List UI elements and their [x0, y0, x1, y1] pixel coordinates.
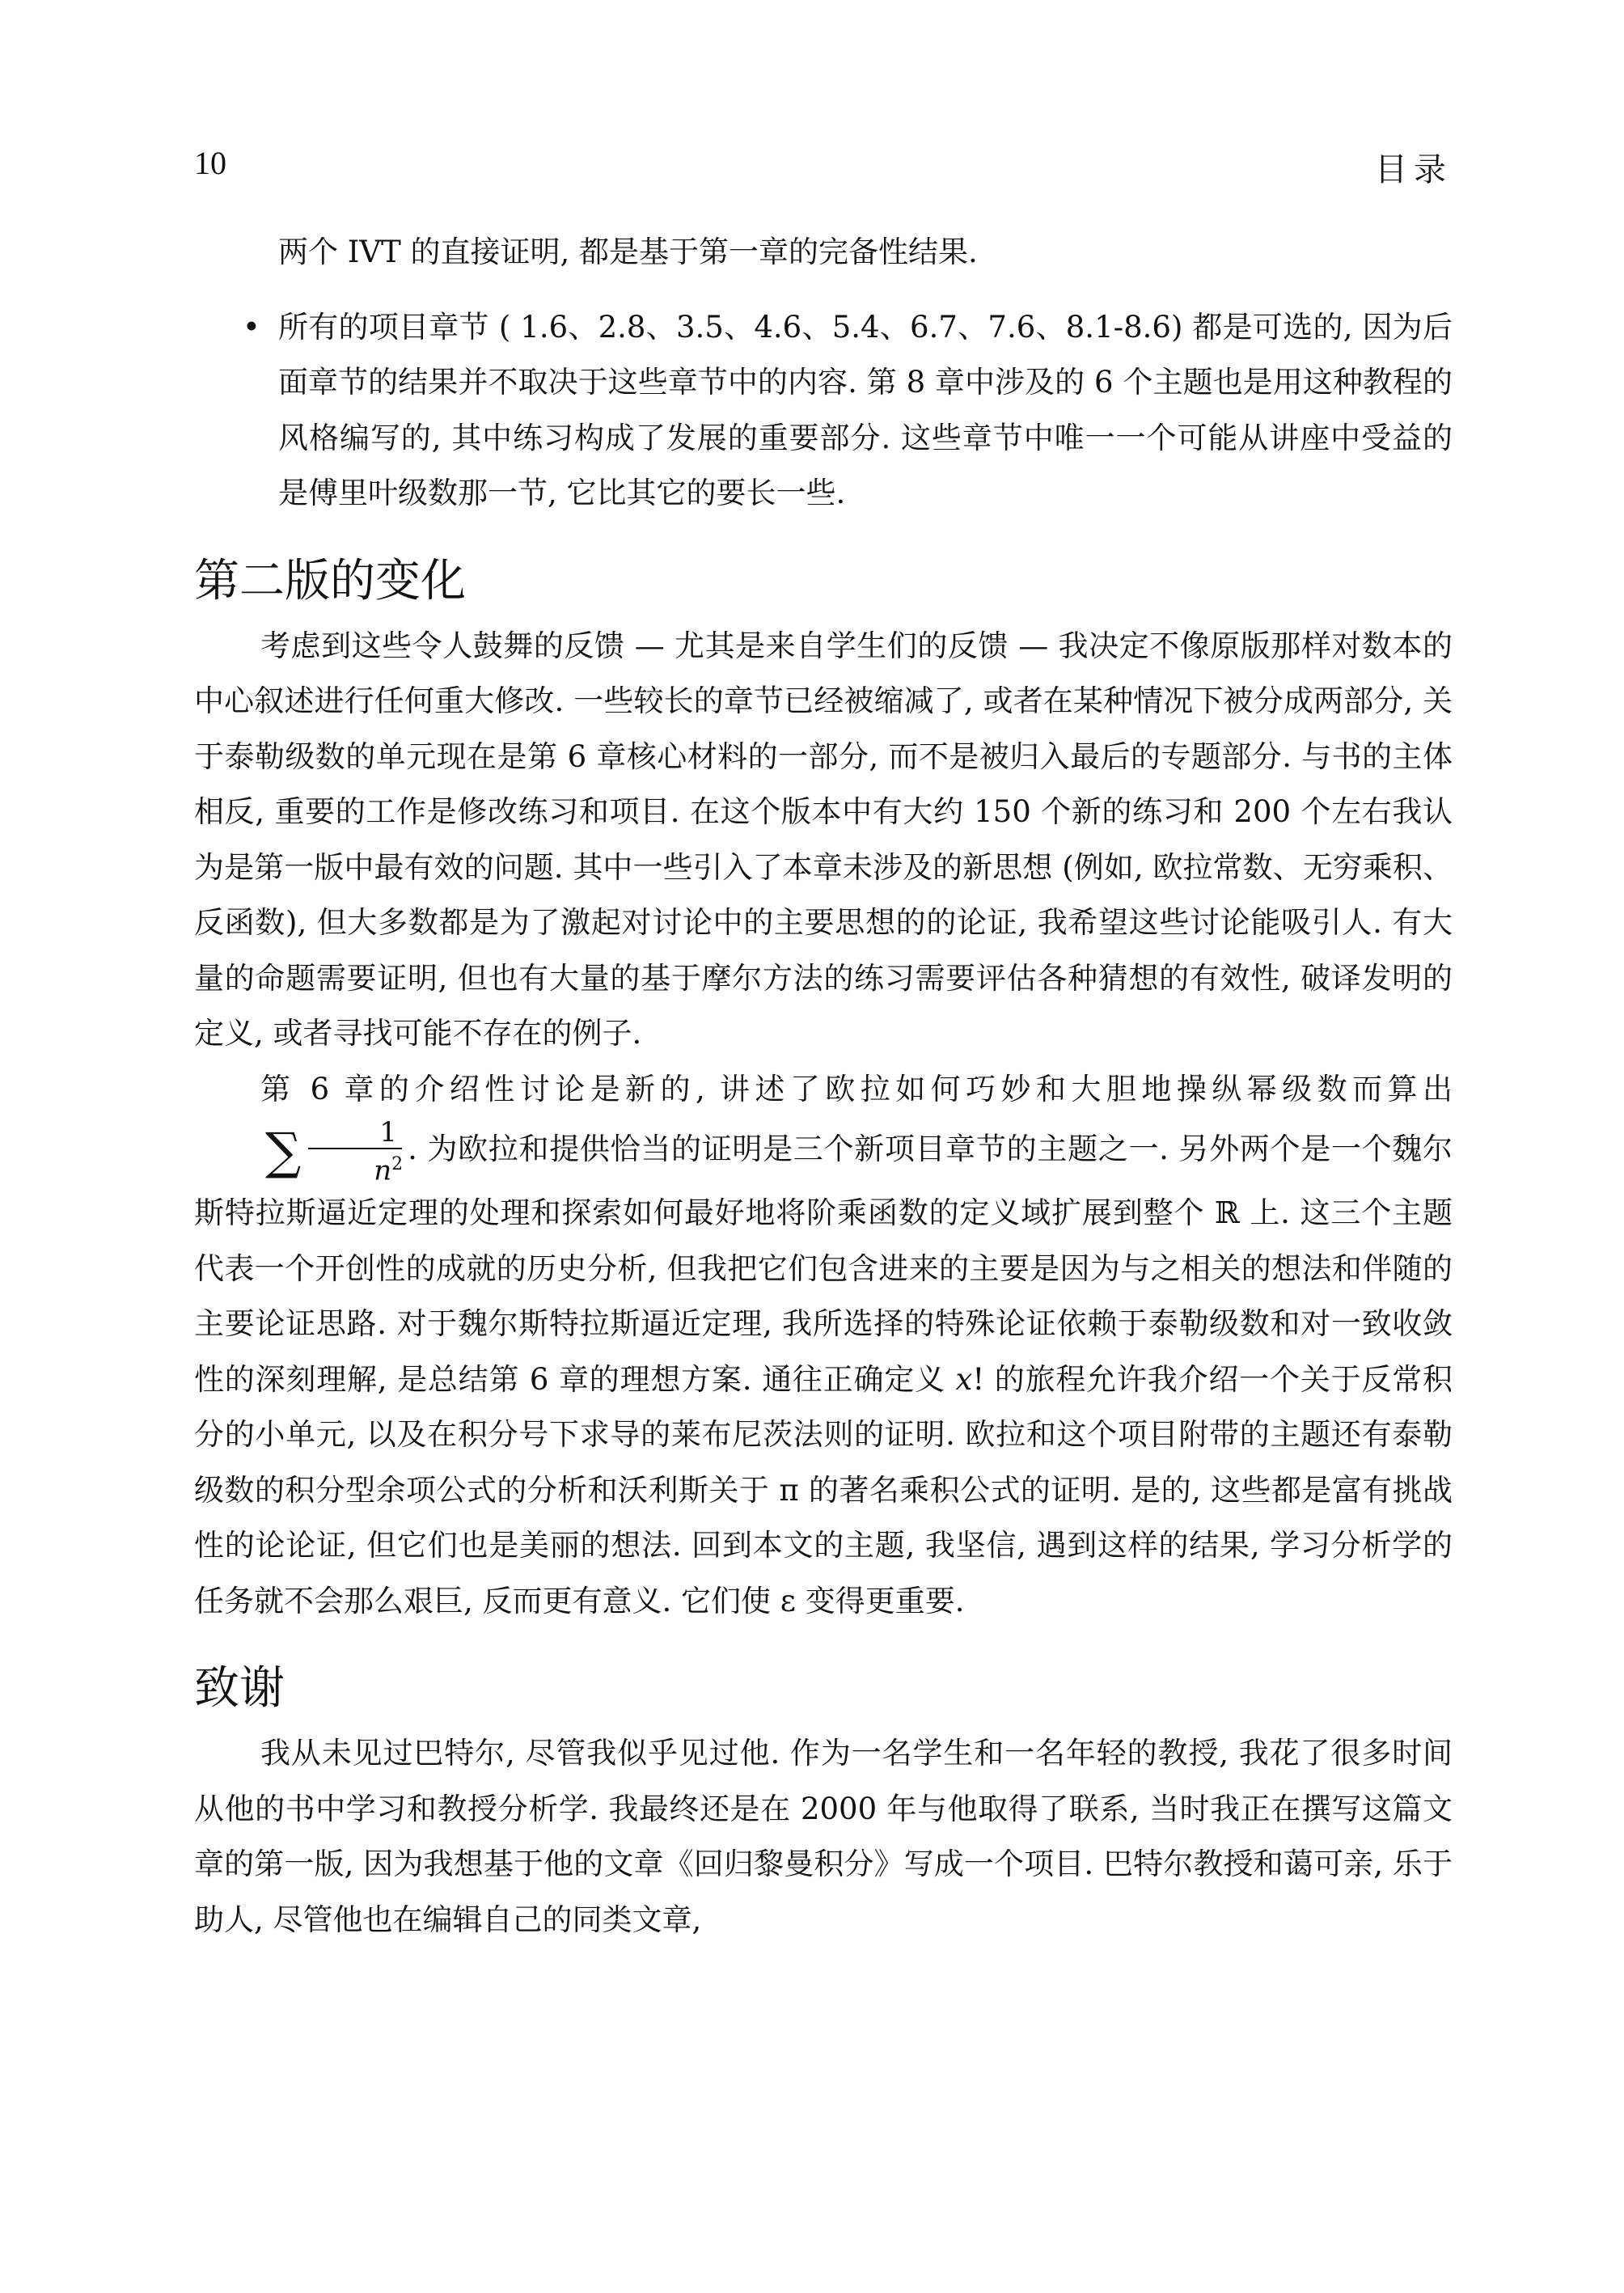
page-number: 10 — [194, 145, 226, 181]
paragraph-text: 第 6 章的介绍性讨论是新的, 讲述了欧拉如何巧妙和大胆地操纵幂级数而算出 — [260, 1071, 1453, 1106]
list-item — [194, 300, 1453, 522]
denominator-exponent: 2 — [391, 1154, 404, 1174]
section-heading-thanks: 致谢 — [194, 1662, 285, 1716]
continued-list-text: 两个 IVT 的直接证明, 都是基于第一章的完备性结果. — [278, 235, 978, 269]
paragraph-with-formula — [194, 1062, 1453, 1630]
paragraph: 考虑到这些令人鼓舞的反馈 — 尤其是来自学生们的反馈 — 我决定不像原版那样对数本的中心叙述进行任何重大修改. 一些较长的章节已经被缩减了, 或者在某种情况下被分成两部分, 关于泰勒级数的单元现在是第 6 章核心材料的一部分, 而不是被归入最后的专题部分. 与书的主体相反, 重要的工作是修改练习和项目. 在这个版本中有大约 150 个新的练习和 200 个左右我认为是第一版中最有效的问题. 其中一些引入了本章未涉及的新思想 (例如, 欧拉常数、无穷乘积、反函数), 但大多数都是为了激起对讨论中的主要思想的的论证, 我希望这些讨论能吸引人. 有大量的命题需要证明, 但也有大量的基于摩尔方法的练习需要评估各种猜想的有效性, 破译发明的定义, 或者寻找可能不存在的例子. — [194, 628, 1453, 1051]
list-item-text: 所有的项目章节 ( 1.6、2.8、3.5、4.6、5.4、6.7、7.6、8.1-8.6) 都是可选的, 因为后面章节的结果并不取决于这些章节中的内容. 第 8 章中涉及的 6 个主题也是用这种教程的风格编写的, 其中练习构成了发展的重要部分. 这些章节中唯一一个可能从讲座中受益的是傅里叶级数那一节, 它比其它的要长一些. — [278, 309, 1453, 510]
fraction — [307, 1117, 403, 1186]
page-body — [194, 225, 1453, 1948]
sigma-symbol: ∑ — [265, 1121, 302, 1181]
paragraph: 我从未见过巴特尔, 尽管我似乎见过他. 作为一名学生和一名年轻的教授, 我花了很多时间从他的书中学习和教授分析学. 我最终还是在 2000 年与他取得了联系, 当时我正在撰写这篇文章的第一版, 因为我想基于他的文章《回归黎曼积分》写成一个项目. 巴特尔教授和蔼可亲, 乐于助人, 尽管他也在编辑自己的同类文章, — [194, 1736, 1453, 1937]
running-title: 目录 — [1375, 151, 1453, 188]
section-heading-changes: 第二版的变化 — [194, 554, 466, 607]
sum-formula — [199, 1117, 403, 1186]
page-header — [194, 144, 1453, 192]
bullet-icon: • — [243, 309, 260, 345]
fraction-numerator: 1 — [308, 1117, 402, 1149]
paragraph-text: . 为欧拉和提供恰当的证明是三个新项目章节的主题之一. 另外两个是一个魏尔斯特拉斯逼近定理的处理和探索如何最好地将阶乘函数的定义域扩展到整个 ℝ 上. 这三个主题代表一个开创性的成就的历史分析, 但我把它们包含进来的主要是因为与之相关的想法和伴随的主要论证思路. 对于魏尔斯特拉斯逼近定理, 我所选择的特殊论证依赖于泰勒级数和对一致收敛性的深刻理解, 是总结第 6 章的理想方案. 通往正确定义 𝑥! 的旅程允许我介绍一个关于反常积分的小单元, 以及在积分号下求导的莱布尼茨法则的证明. 欧拉和这个项目附带的主题还有泰勒级数的积分型余项公式的分析和沃利斯关于 π 的著名乘积公式的证明. 是的, 这些都是富有挑战性的论论证, 但它们也是美丽的想法. 回到本文的主题, 我坚信, 遇到这样的结果, 学习分析学的任务就不会那么艰巨, 反而更有意义. 它们使 ε 变得更重要. — [194, 1132, 1453, 1618]
fraction-denominator — [307, 1149, 403, 1186]
denominator-base: n — [374, 1154, 392, 1187]
